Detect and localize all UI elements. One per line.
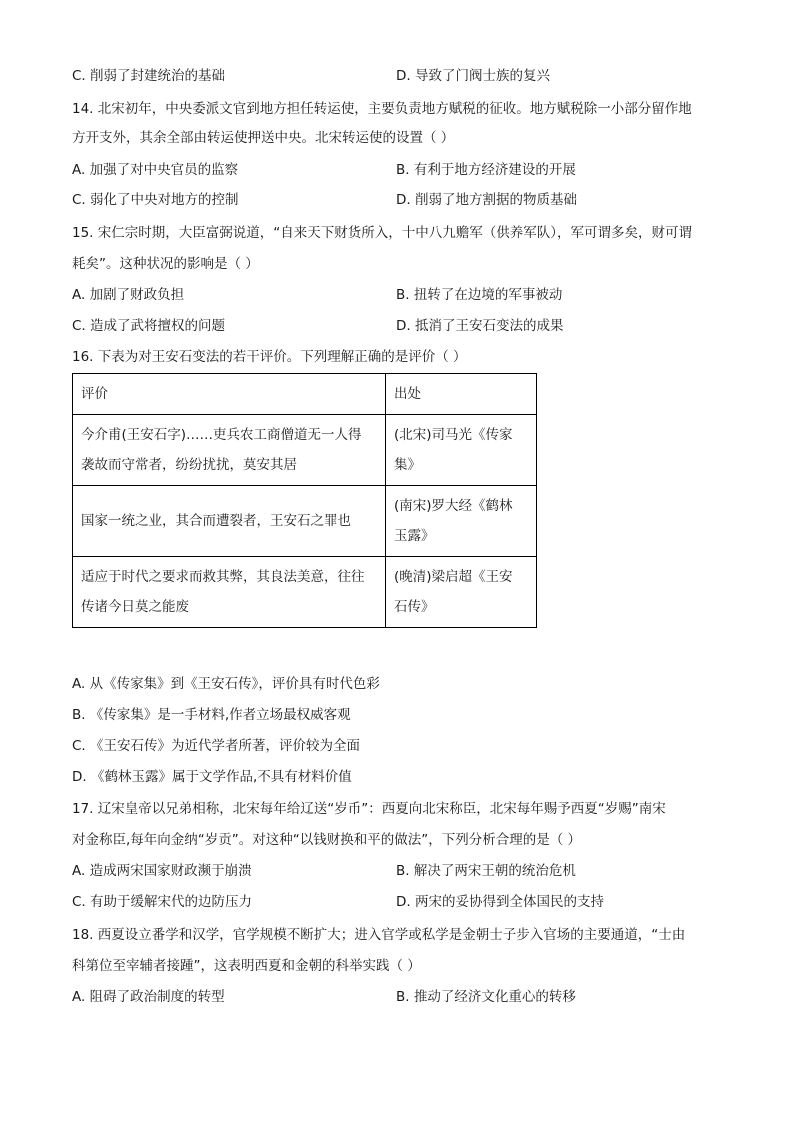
q15-stem-line1: 15. 宋仁宗时期，大臣富弼说道，“自来天下财货所入，十中八九赡军（供养军队），军可谓多矣，财可谓 bbox=[72, 225, 693, 241]
q16-option-a[interactable]: A. 从《传家集》到《王安石传》，评价具有时代色彩 bbox=[72, 676, 380, 692]
q16-option-c[interactable]: C. 《王安石传》为近代学者所著，评价较为全面 bbox=[72, 738, 361, 754]
q17-stem-line1: 17. 辽宋皇帝以兄弟相称，北宋每年给辽送“岁币”：西夏向北宋称臣，北宋每年赐予西夏“岁赐”南宋 bbox=[72, 801, 666, 817]
q17-option-c[interactable]: C. 有助于缓解宋代的边防压力 bbox=[72, 894, 253, 910]
evaluation-table bbox=[72, 373, 537, 628]
evaluation-line: 国家一统之业，其合而遭裂者，王安石之罪也 bbox=[81, 513, 351, 529]
q17-option-d[interactable]: D. 两宋的妥协得到全体国民的支持 bbox=[396, 894, 604, 910]
q16-option-b[interactable]: B. 《传家集》是一手材料,作者立场最权威客观 bbox=[72, 707, 351, 723]
table-row bbox=[73, 557, 537, 628]
header-evaluation: 评价 bbox=[73, 374, 386, 415]
evaluation-line: 今介甫(王安石字)……吏兵农工商僧道无一人得 bbox=[81, 427, 362, 443]
source-cell bbox=[386, 415, 537, 486]
q17-stem-line2: 对金称臣,每年向金纳“岁贡”。对这种“以钱财换和平的做法”，下列分析合理的是（ ） bbox=[72, 832, 582, 848]
evaluation-cell bbox=[73, 486, 386, 557]
header-source: 出处 bbox=[386, 374, 537, 415]
q18-option-a[interactable]: A. 阻碍了政治制度的转型 bbox=[72, 989, 225, 1005]
q16-option-d[interactable]: D. 《鹤林玉露》属于文学作品,不具有材料价值 bbox=[72, 769, 352, 785]
q17-option-a[interactable]: A. 造成两宋国家财政濒于崩溃 bbox=[72, 863, 252, 879]
table-row bbox=[73, 415, 537, 486]
q13-option-c[interactable]: C. 削弱了封建统治的基础 bbox=[72, 68, 226, 84]
source-line: 集》 bbox=[394, 457, 421, 473]
table-row bbox=[73, 486, 537, 557]
q14-stem-line2: 方开支外，其余全部由转运使押送中央。北宋转运使的设置（ ） bbox=[72, 130, 455, 146]
evaluation-line: 传诸今日莫之能废 bbox=[81, 599, 189, 615]
source-cell bbox=[386, 486, 537, 557]
source-cell bbox=[386, 557, 537, 628]
evaluation-cell bbox=[73, 557, 386, 628]
source-line: (北宋)司马光《传家 bbox=[394, 427, 513, 443]
source-line: (晚清)梁启超《王安 bbox=[394, 569, 513, 585]
q15-stem-line2: 耗矣”。这种状况的影响是（ ） bbox=[72, 256, 259, 272]
q14-option-b[interactable]: B. 有利于地方经济建设的开展 bbox=[396, 162, 576, 178]
q14-option-a[interactable]: A. 加强了对中央官员的监察 bbox=[72, 162, 239, 178]
q18-stem-line1: 18. 西夏设立番学和汉学，官学规模不断扩大；进入官学或私学是金朝士子步入官场的主要通道，“士由 bbox=[72, 927, 686, 943]
q14-option-c[interactable]: C. 弱化了中央对地方的控制 bbox=[72, 192, 239, 208]
q14-option-d[interactable]: D. 削弱了地方割据的物质基础 bbox=[396, 192, 577, 208]
q17-option-b[interactable]: B. 解决了两宋王朝的统治危机 bbox=[396, 863, 576, 879]
evaluation-line: 袭故而守常者，纷纷扰扰，莫安其居 bbox=[81, 457, 297, 473]
q15-option-c[interactable]: C. 造成了武将擅权的问题 bbox=[72, 318, 226, 334]
evaluation-cell bbox=[73, 415, 386, 486]
q18-option-b[interactable]: B. 推动了经济文化重心的转移 bbox=[396, 989, 576, 1005]
source-line: (南宋)罗大经《鹤林 bbox=[394, 498, 513, 514]
q13-option-d[interactable]: D. 导致了门阀士族的复兴 bbox=[396, 68, 550, 84]
source-line: 玉露》 bbox=[394, 528, 435, 544]
q14-stem-line1: 14. 北宋初年，中央委派文官到地方担任转运使，主要负责地方赋税的征收。地方赋税除一小部分留作地 bbox=[72, 101, 692, 117]
q16-stem: 16. 下表为对王安石变法的若干评价。下列理解正确的是评价（ ） bbox=[72, 349, 467, 365]
table-header-row bbox=[73, 374, 537, 415]
evaluation-line: 适应于时代之要求而救其弊，其良法美意，往往 bbox=[81, 569, 365, 585]
q18-stem-line2: 科第位至宰辅者接踵”，这表明西夏和金朝的科举实践（ ） bbox=[72, 958, 421, 974]
q15-option-b[interactable]: B. 扭转了在边境的军事被动 bbox=[396, 287, 563, 303]
q15-option-a[interactable]: A. 加剧了财政负担 bbox=[72, 287, 185, 303]
q15-option-d[interactable]: D. 抵消了王安石变法的成果 bbox=[396, 318, 564, 334]
source-line: 石传》 bbox=[394, 599, 435, 615]
